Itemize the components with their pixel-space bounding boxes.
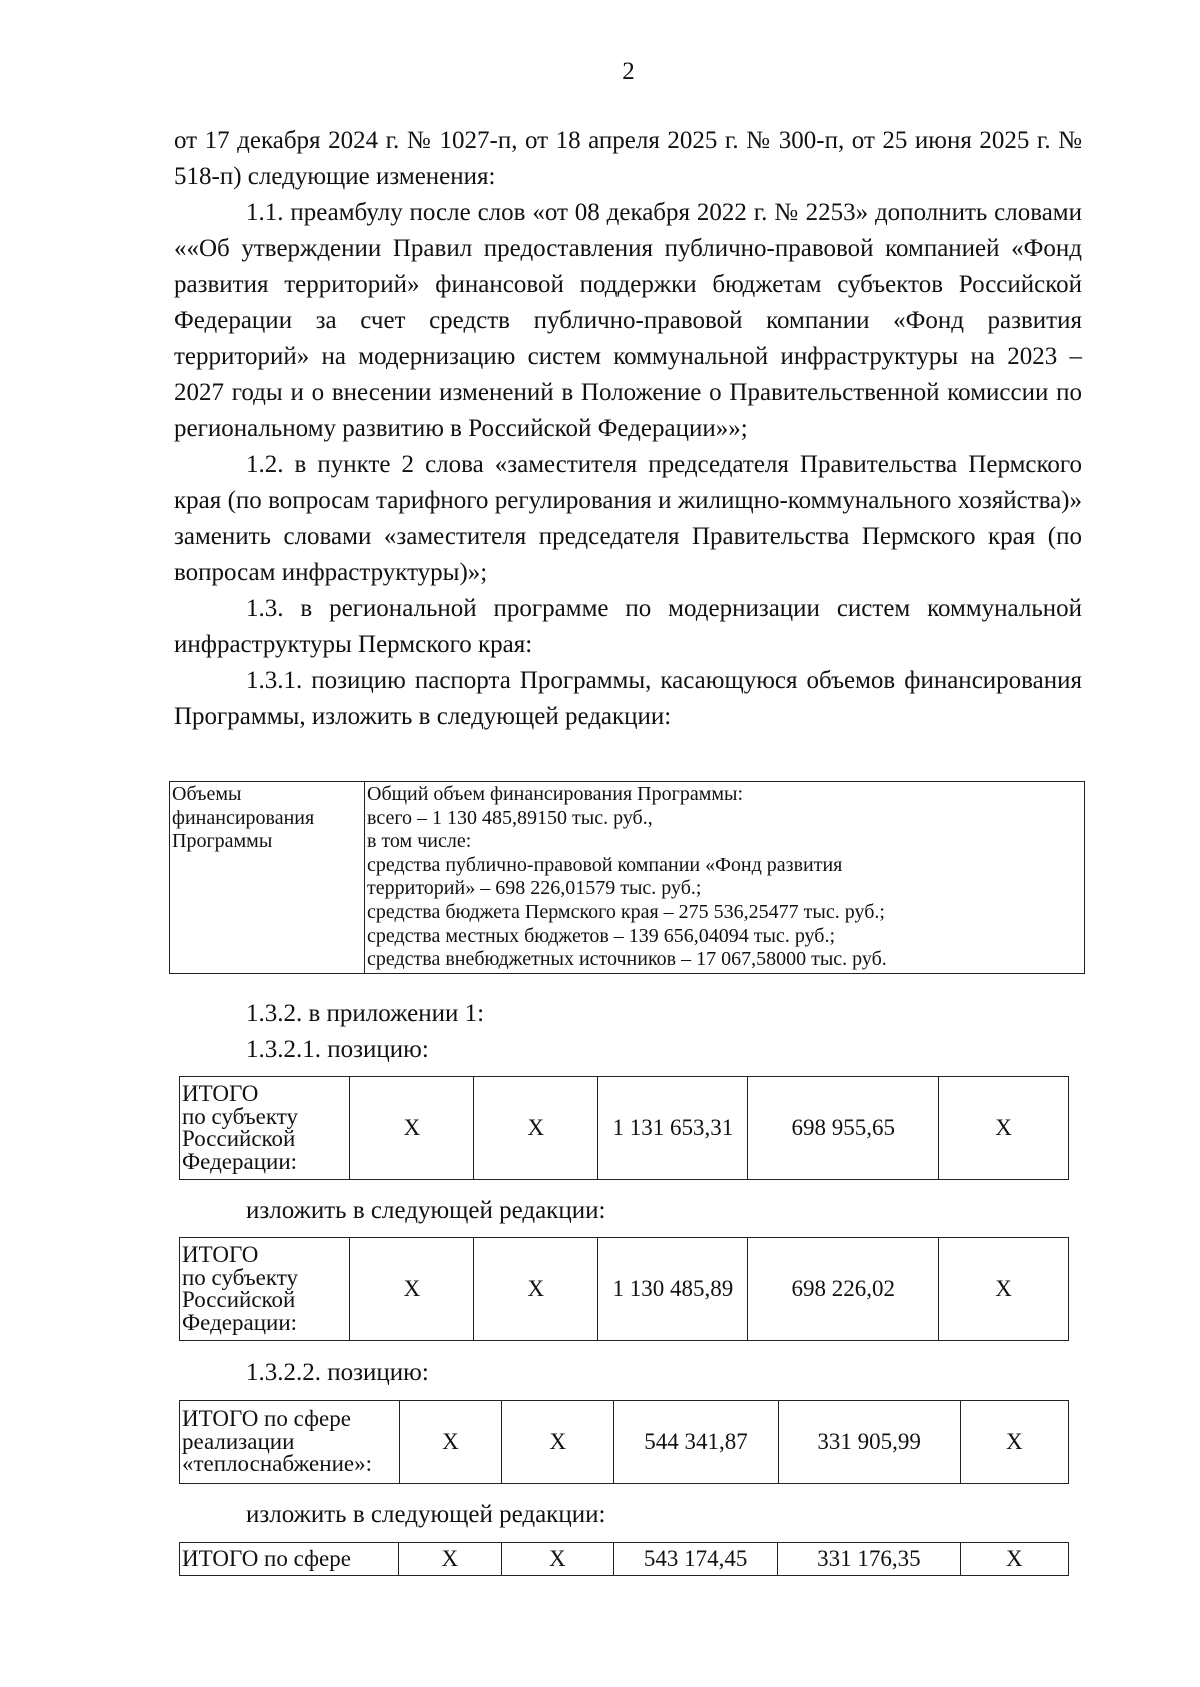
row-label-line: Российской <box>182 1287 296 1312</box>
funding-label-line: финансирования <box>172 806 315 829</box>
row-label-cell <box>180 1543 399 1576</box>
funding-value-line: всего – 1 130 485,89150 тыс. руб., <box>367 806 653 829</box>
funding-value-line: средства местных бюджетов – 139 656,04094 тыс. руб.; <box>367 924 836 947</box>
table-cell: 543 174,45 <box>613 1543 777 1576</box>
table-cell: 544 341,87 <box>614 1401 778 1484</box>
row-label-cell <box>180 1238 350 1341</box>
funding-value-line: Общий объем финансирования Программы: <box>367 783 743 805</box>
heat-total-old-table <box>179 1400 1069 1484</box>
caption-1-3-2-1: 1.3.2.1. позицию: <box>246 1036 429 1063</box>
funding-value-line: в том числе: <box>367 830 472 853</box>
funding-volume-table <box>169 781 1085 974</box>
funding-value-line: средства внебюджетных источников – 17 067,58000 тыс. руб. <box>367 948 887 971</box>
table-cell: X <box>501 1543 613 1576</box>
row-label-line: реализации <box>182 1428 295 1454</box>
table-cell: 331 176,35 <box>778 1543 960 1576</box>
table-cell: X <box>939 1077 1069 1180</box>
row-label-line: по субъекту <box>182 1264 299 1290</box>
page-number: 2 <box>622 58 635 85</box>
row-label-line: Федерации: <box>182 1148 298 1174</box>
funding-value-line: территорий» – 698 226,01579 тыс. руб.; <box>367 877 702 900</box>
table-row <box>180 1238 1069 1341</box>
caption-new-edition-2: изложить в следующей редакции: <box>246 1501 606 1528</box>
table-row <box>180 1077 1069 1180</box>
paragraph-intro: от 17 декабря 2024 г. № 1027-п, от 18 апреля 2025 г. № 300-п, от 25 июня 2025 г. № 518-п) следующие изменения: <box>174 127 1082 190</box>
caption-1-3-2: 1.3.2. в приложении 1: <box>246 1000 485 1027</box>
table-row <box>180 1543 1069 1576</box>
caption-new-edition: изложить в следующей редакции: <box>246 1197 606 1224</box>
funding-value-line: средства бюджета Пермского края – 275 536,25477 тыс. руб.; <box>367 900 885 923</box>
paragraph-1-2: 1.2. в пункте 2 слова «заместителя председателя Правительства Пермского края (по вопросам тарифного регулирования и жилищно-коммунального хозяйства)» заменить словами «заместителя председателя Правительства Пермского края (по вопросам инфраструктуры)»; <box>174 451 1082 586</box>
table-cell: 698 226,02 <box>748 1238 939 1341</box>
row-label-line: «теплоснабжение»: <box>182 1451 372 1477</box>
row-label-cell <box>180 1077 350 1180</box>
paragraph-1-1: 1.1. преамбулу после слов «от 08 декабря 2022 г. № 2253» дополнить словами ««Об утверждении Правил предоставления публично-правовой компанией «Фонд развития территорий» финансовой поддержки бюджетам субъектов Российской Федерации за счет средств публично-правовой компании «Фонд развития территорий» на модернизацию систем коммунальной инфраструктуры на 2023 – 2027 годы и о внесении изменений в Положение о Правительственной комиссии по региональному развитию в Российской Федерации»»; <box>174 199 1082 442</box>
heat-total-new-table <box>179 1542 1069 1576</box>
row-label-line: ИТОГО <box>182 1081 259 1106</box>
row-label-line: Российской <box>182 1126 296 1151</box>
table-cell: X <box>399 1401 501 1484</box>
region-total-new-table <box>179 1237 1069 1341</box>
table-row <box>180 1401 1069 1484</box>
table-cell: 1 131 653,31 <box>598 1077 748 1180</box>
table-cell: X <box>960 1543 1068 1576</box>
table-cell: X <box>399 1543 501 1576</box>
table-cell: 698 955,65 <box>748 1077 939 1180</box>
document-body <box>174 123 1082 735</box>
table-cell: X <box>960 1401 1068 1484</box>
row-label-line: Федерации: <box>182 1309 298 1335</box>
table-cell: X <box>939 1238 1069 1341</box>
funding-label-line: Объемы <box>172 783 242 805</box>
funding-label-cell <box>170 782 365 974</box>
funding-value-line: средства публично-правовой компании «Фонд развития <box>367 853 843 876</box>
table-cell: X <box>474 1238 598 1341</box>
table-cell: 1 130 485,89 <box>598 1238 748 1341</box>
funding-label-line: Программы <box>172 830 273 853</box>
region-total-old-table <box>179 1076 1069 1180</box>
paragraph-1-3-1: 1.3.1. позицию паспорта Программы, касающуюся объемов финансирования Программы, изложить в следующей редакции: <box>174 667 1082 730</box>
row-label-line: ИТОГО <box>182 1242 259 1267</box>
row-label-line: по субъекту <box>182 1103 299 1129</box>
caption-1-3-2-2: 1.3.2.2. позицию: <box>246 1359 429 1386</box>
table-cell: 331 905,99 <box>778 1401 960 1484</box>
table-row <box>170 782 1085 974</box>
table-cell: X <box>350 1238 474 1341</box>
table-cell: X <box>502 1401 614 1484</box>
funding-value-cell <box>365 782 1085 974</box>
row-label-line: ИТОГО по сфере <box>182 1406 351 1432</box>
table-cell: X <box>474 1077 598 1180</box>
paragraph-1-3: 1.3. в региональной программе по модернизации систем коммунальной инфраструктуры Пермского края: <box>174 595 1082 658</box>
table-cell: X <box>350 1077 474 1180</box>
row-label-line: ИТОГО по сфере <box>182 1545 351 1571</box>
row-label-cell <box>180 1401 400 1484</box>
